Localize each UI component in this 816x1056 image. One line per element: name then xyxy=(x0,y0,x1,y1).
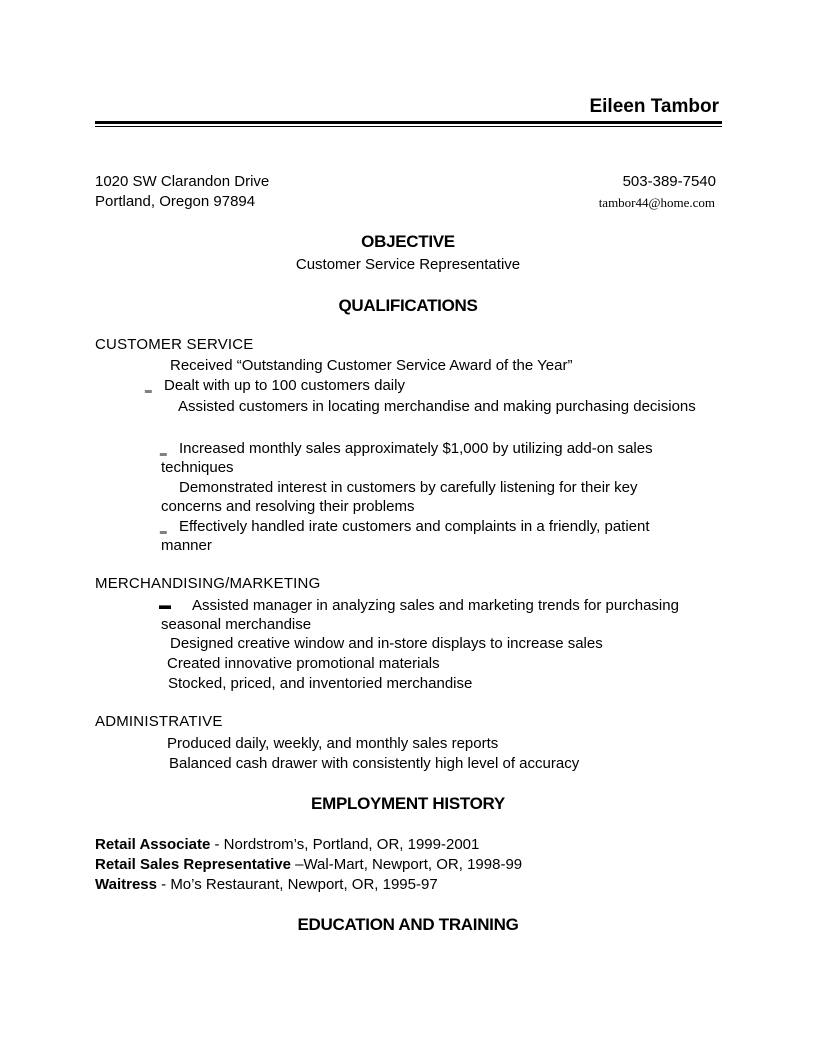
bullet-mark: ▬ xyxy=(159,598,171,612)
email-address: tambor44@home.com xyxy=(598,195,715,210)
header-rule-thick xyxy=(95,121,722,124)
list-item: Assisted customers in locating merchandise and making purchasing decisions xyxy=(178,398,696,415)
objective-heading: OBJECTIVE xyxy=(361,232,455,251)
list-item: Stocked, priced, and inventoried merchandise xyxy=(168,675,473,692)
list-item: Demonstrated interest in customers by carefully listening for their key concerns and resolving their problems xyxy=(161,479,638,515)
qualifications-heading: QUALIFICATIONS xyxy=(338,296,478,315)
bullet-mark: ‗ xyxy=(160,520,167,534)
job-detail: - Nordstrom’s, Portland, OR, 1999-2001 xyxy=(210,836,480,853)
list-item: Effectively handled irate customers and complaints in a friendly, patient manner xyxy=(161,518,650,554)
education-heading: EDUCATION AND TRAINING xyxy=(297,915,519,934)
list-item: Received “Outstanding Customer Service Award of the Year” xyxy=(170,357,573,374)
job-entry xyxy=(95,836,479,853)
job-title: Retail Associate xyxy=(95,836,211,853)
bullet-mark: ‗ xyxy=(160,442,167,456)
list-item: Designed creative window and in-store displays to increase sales xyxy=(170,635,603,652)
job-entry xyxy=(95,856,522,873)
list-item: Balanced cash drawer with consistently high level of accuracy xyxy=(169,755,580,772)
phone-number: 503-389-7540 xyxy=(622,173,716,190)
job-title: Retail Sales Representative xyxy=(95,856,291,873)
list-item: Increased monthly sales approximately $1,000 by utilizing add-on sales techniques xyxy=(161,440,653,476)
objective-text: Customer Service Representative xyxy=(295,256,521,273)
list-item: Dealt with up to 100 customers daily xyxy=(164,377,405,394)
address-line-1: 1020 SW Clarandon Drive xyxy=(95,173,270,190)
job-detail: - Mo’s Restaurant, Newport, OR, 1995-97 xyxy=(156,876,438,893)
category-customer-service: CUSTOMER SERVICE xyxy=(95,336,254,353)
list-item: Created innovative promotional materials xyxy=(167,655,440,672)
address-line-2: Portland, Oregon 97894 xyxy=(95,193,256,210)
employment-heading: EMPLOYMENT HISTORY xyxy=(311,794,505,813)
job-detail: –Wal-Mart, Newport, OR, 1998-99 xyxy=(290,856,523,873)
header-rule-thin xyxy=(95,126,722,127)
category-administrative: ADMINISTRATIVE xyxy=(95,713,223,730)
list-item: Produced daily, weekly, and monthly sales reports xyxy=(167,735,499,752)
list-item: Assisted manager in analyzing sales and marketing trends for purchasing seasonal merchandise xyxy=(161,597,679,633)
category-merchandising: MERCHANDISING/MARKETING xyxy=(95,575,321,592)
job-title: Waitress xyxy=(95,876,157,893)
job-entry xyxy=(95,876,438,893)
bullet-mark: ‗ xyxy=(145,379,152,393)
resume-name: Eileen Tambor xyxy=(589,96,719,117)
